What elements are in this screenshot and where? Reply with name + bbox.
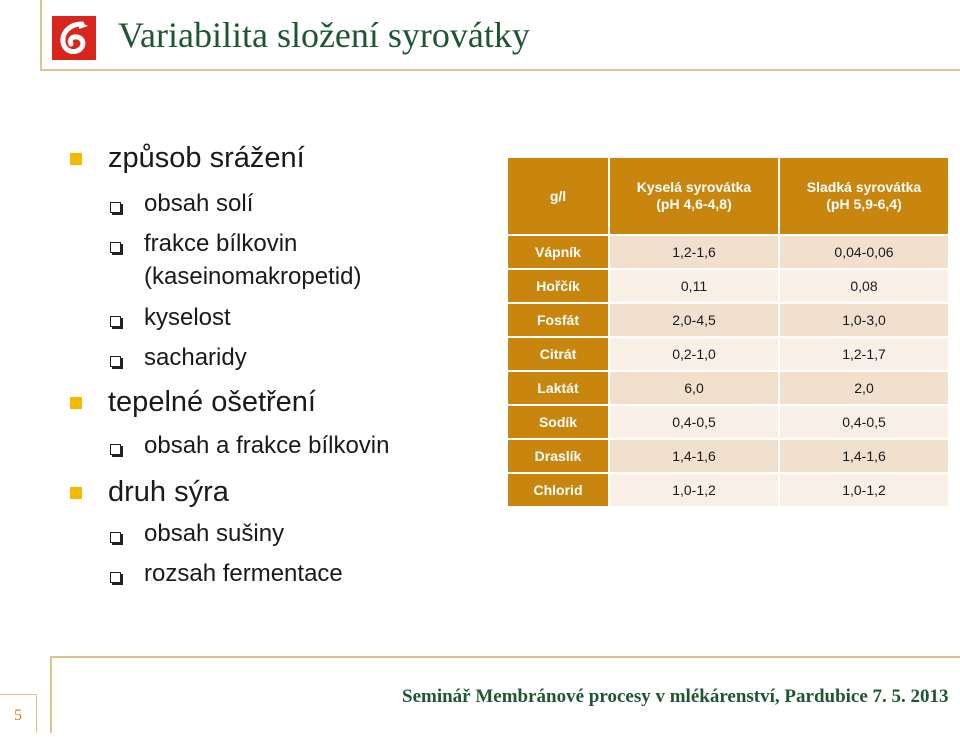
bullet-text: tepelné ošetření [108,386,316,418]
unit-header: g/l [508,158,608,234]
sweet-value: 2,0 [780,370,948,404]
row-label: Citrát [508,336,608,370]
bullet-text: druh sýra [108,476,229,508]
bullet-level2 [64,190,253,218]
bottom-vertical-rule [50,656,52,733]
row-label: Draslík [508,438,608,472]
sweet-value: 0,08 [780,268,948,302]
bullet-level2 [64,304,231,332]
header-line: Kyselá syrovátka [636,179,752,195]
logo-icon [52,16,96,60]
row-label: Sodík [508,404,608,438]
row-label: Chlorid [508,472,608,506]
sweet-value: 1,2-1,7 [780,336,948,370]
bullet-level2 [64,520,284,548]
acid-value: 0,4-0,5 [610,404,778,438]
bullet-level1 [64,142,305,175]
footer-text: Seminář Membránové procesy v mlékárenství, Pardubice 7. 5. 2013 [402,686,949,707]
table-row [508,302,948,336]
row-label: Laktát [508,370,608,404]
table-row [508,234,948,268]
top-vertical-rule [40,0,42,70]
acid-value: 0,11 [610,268,778,302]
gold-square-bullet-icon [70,397,82,409]
bullet-text: rozsah fermentace [144,560,343,587]
bullet-text: sacharidy [144,344,247,371]
bullet-text: obsah sušiny [144,520,285,547]
acid-value: 6,0 [610,370,778,404]
header-line: (pH 5,9-6,4) [826,196,902,212]
sweet-value: 0,04-0,06 [780,234,948,268]
row-label: Fosfát [508,302,608,336]
sweet-value: 1,0-1,2 [780,472,948,506]
acid-value: 0,2-1,0 [610,336,778,370]
hollow-square-bullet-icon [110,202,121,213]
bullet-text: (kaseinomakropetid) [144,263,362,290]
bullet-level2 [64,432,389,460]
bullet-text: obsah solí [144,190,254,217]
bottom-horizontal-rule [50,656,960,658]
bullet-level2 [64,560,343,588]
table-header-row [508,158,948,234]
bullet-level2 [64,344,247,372]
bullet-text: kyselost [144,304,231,331]
sweet-value: 0,4-0,5 [780,404,948,438]
bullet-text: obsah a frakce bílkovin [144,432,390,459]
bullet-level1 [64,386,316,419]
table-row [508,370,948,404]
row-label: Hořčík [508,268,608,302]
header-line: Sladká syrovátka [806,179,922,195]
acid-value: 1,2-1,6 [610,234,778,268]
acid-value: 1,0-1,2 [610,472,778,506]
bullet-level2 [64,230,297,258]
bullet-text: způsob srážení [108,142,305,174]
table-row [508,268,948,302]
acid-value: 2,0-4,5 [610,302,778,336]
table-row [508,438,948,472]
hollow-square-bullet-icon [110,444,121,455]
gold-square-bullet-icon [70,487,82,499]
hollow-square-bullet-icon [110,532,121,543]
acid-whey-header [610,158,778,234]
table-row [508,472,948,506]
gold-square-bullet-icon [70,153,82,165]
top-horizontal-rule [40,69,960,71]
page-number: 5 [0,694,37,733]
table-row [508,404,948,438]
bullet-continuation [64,263,361,291]
hollow-square-bullet-icon [110,242,121,253]
row-label: Vápník [508,234,608,268]
whey-composition-table [506,158,950,506]
sweet-value: 1,0-3,0 [780,302,948,336]
sweet-value: 1,4-1,6 [780,438,948,472]
hollow-square-bullet-icon [110,356,121,367]
header-line: (pH 4,6-4,8) [656,196,732,212]
slide-title: Variabilita složení syrovátky [118,15,530,55]
bullet-text: frakce bílkovin [144,230,298,257]
hollow-square-bullet-icon [110,572,121,583]
sweet-whey-header [780,158,948,234]
table-row [508,336,948,370]
bullet-level1 [64,476,229,509]
hollow-square-bullet-icon [110,316,121,327]
acid-value: 1,4-1,6 [610,438,778,472]
